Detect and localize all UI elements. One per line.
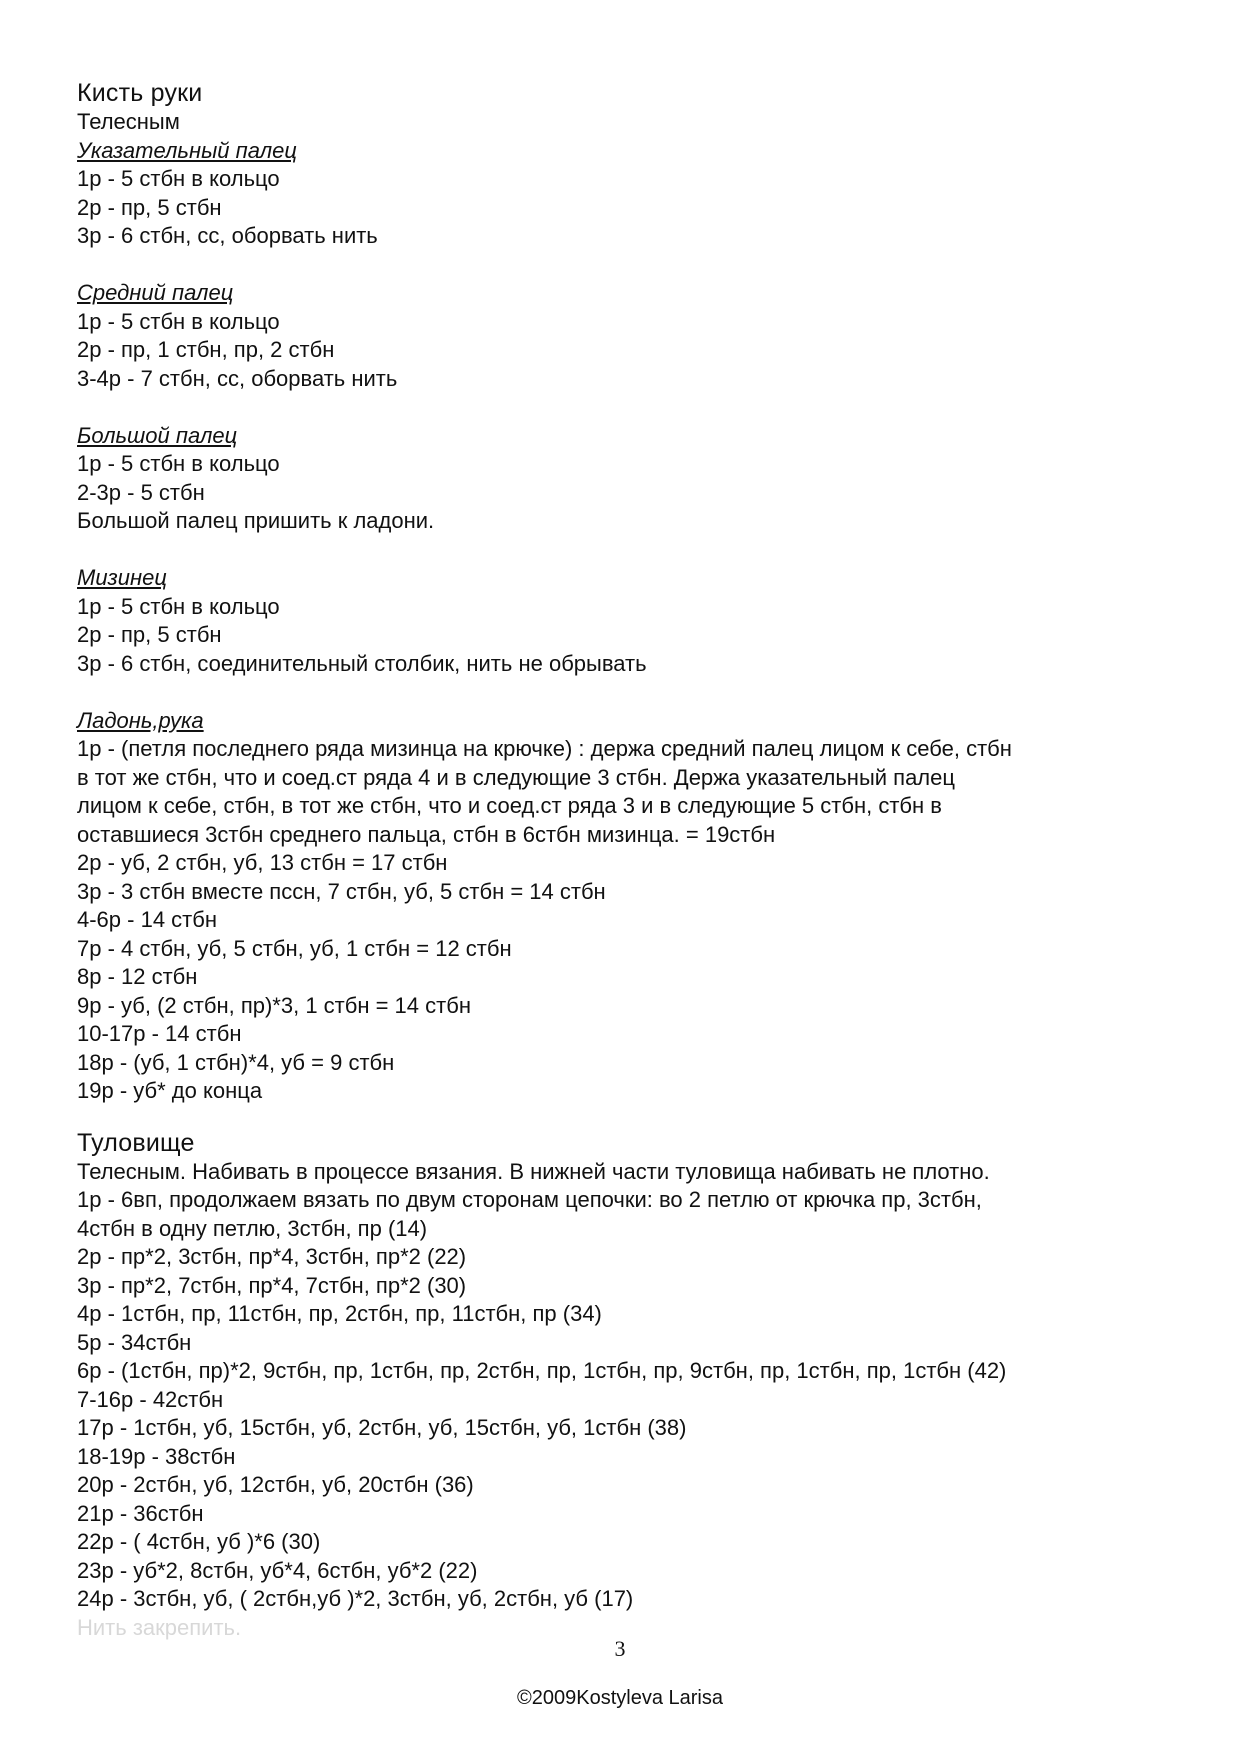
torso-row: 21р - 36стбн bbox=[77, 1500, 204, 1526]
torso-row: 2р - пр*2, 3стбн, пр*4, 3стбн, пр*2 (22) bbox=[77, 1244, 467, 1269]
palm-row: лицом к себе, стбн, в тот же стбн, что и соед.ст ряда 3 и в следующие 5 стбн, стбн в bbox=[77, 793, 942, 818]
torso-row: 23р - уб*2, 8стбн, уб*4, 6стбн, уб*2 (22) bbox=[77, 1557, 478, 1583]
index-finger-row: 1р - 5 стбн в кольцо bbox=[77, 166, 280, 191]
torso-faded-line: Нить закрепить. bbox=[77, 1614, 242, 1640]
pinky-heading: Мизинец bbox=[77, 565, 167, 590]
spacer bbox=[77, 536, 1187, 565]
pinky-row: 3р - 6 стбн, соединительный столбик, нить не обрывать bbox=[77, 650, 647, 676]
pinky-row: 2р - пр, 5 стбн bbox=[77, 622, 222, 647]
palm-row: 18р - (уб, 1 стбн)*4, уб = 9 стбн bbox=[77, 1049, 395, 1075]
spacer bbox=[77, 1106, 1187, 1128]
torso-row: 7-16р - 42стбн bbox=[77, 1386, 224, 1412]
torso-row: 6р - (1стбн, пр)*2, 9стбн, пр, 1стбн, пр, 2стбн, пр, 1стбн, пр, 9стбн, пр, 1стбн, пр, 1стбн (42) bbox=[77, 1358, 1007, 1383]
thumb-row: 2-3р - 5 стбн bbox=[77, 479, 205, 505]
middle-finger-heading: Средний палец bbox=[77, 280, 234, 305]
torso-row: 3р - пр*2, 7стбн, пр*4, 7стбн, пр*2 (30) bbox=[77, 1272, 467, 1298]
torso-row: 5р - 34стбн bbox=[77, 1329, 192, 1355]
palm-row: 9р - уб, (2 стбн, пр)*3, 1 стбн = 14 стбн bbox=[77, 992, 471, 1018]
thumb-heading: Большой палец bbox=[77, 422, 238, 448]
torso-row: 20р - 2стбн, уб, 12стбн, уб, 20стбн (36) bbox=[77, 1472, 474, 1497]
page-number: 3 bbox=[614, 1636, 626, 1661]
thumb-row: Большой палец пришить к ладони. bbox=[77, 508, 435, 533]
palm-row: 8р - 12 стбн bbox=[77, 964, 198, 989]
hand-section-title: Кисть руки bbox=[77, 79, 203, 107]
palm-row: 4-6р - 14 стбн bbox=[77, 907, 217, 932]
spacer bbox=[77, 393, 1187, 422]
torso-row: 22р - ( 4стбн, уб )*6 (30) bbox=[77, 1529, 321, 1554]
torso-row: Телесным. Набивать в процессе вязания. В нижней части туловища набивать не плотно. bbox=[77, 1158, 990, 1184]
torso-row: 18-19р - 38стбн bbox=[77, 1443, 236, 1469]
middle-finger-row: 2р - пр, 1 стбн, пр, 2 стбн bbox=[77, 337, 335, 362]
pinky-row: 1р - 5 стбн в кольцо bbox=[77, 593, 280, 619]
torso-row: 4р - 1стбн, пр, 11стбн, пр, 2стбн, пр, 11стбн, пр (34) bbox=[77, 1301, 602, 1326]
copyright-footer: ©2009Kostyleva Larisa bbox=[517, 1687, 723, 1709]
index-finger-row: 2р - пр, 5 стбн bbox=[77, 194, 222, 220]
palm-row: 3р - 3 стбн вместе пссн, 7 стбн, уб, 5 стбн = 14 стбн bbox=[77, 878, 606, 904]
palm-row: оставшиеся 3стбн среднего пальца, стбн в 6стбн мизинца. = 19стбн bbox=[77, 821, 776, 847]
palm-row: 10-17р - 14 стбн bbox=[77, 1021, 242, 1046]
thumb-row: 1р - 5 стбн в кольцо bbox=[77, 451, 280, 476]
torso-row: 1р - 6вп, продолжаем вязать по двум сторонам цепочки: во 2 петлю от крючка пр, 3стбн, bbox=[77, 1187, 982, 1212]
hand-color-note: Телесным bbox=[77, 109, 180, 134]
torso-row: 4стбн в одну петлю, 3стбн, пр (14) bbox=[77, 1215, 428, 1241]
palm-row: 2р - уб, 2 стбн, уб, 13 стбн = 17 стбн bbox=[77, 850, 448, 875]
torso-row: 17р - 1стбн, уб, 15стбн, уб, 2стбн, уб, 15стбн, уб, 1стбн (38) bbox=[77, 1415, 687, 1440]
spacer bbox=[77, 678, 1187, 707]
torso-section-title: Туловище bbox=[77, 1128, 195, 1157]
page-content bbox=[77, 78, 1187, 1642]
torso-row: 24р - 3стбн, уб, ( 2стбн,уб )*2, 3стбн, уб, 2стбн, уб (17) bbox=[77, 1586, 634, 1611]
index-finger-heading: Указательный палец bbox=[77, 137, 297, 163]
palm-heading: Ладонь,рука bbox=[77, 707, 204, 733]
palm-row: 7р - 4 стбн, уб, 5 стбн, уб, 1 стбн = 12 стбн bbox=[77, 935, 512, 961]
spacer bbox=[77, 251, 1187, 280]
palm-row: 1р - (петля последнего ряда мизинца на крючке) : держа средний палец лицом к себе, стбн bbox=[77, 736, 1012, 761]
palm-row: 19р - уб* до конца bbox=[77, 1078, 263, 1103]
index-finger-row: 3р - 6 стбн, сс, оборвать нить bbox=[77, 223, 378, 248]
palm-row: в тот же стбн, что и соед.ст ряда 4 и в следующие 3 стбн. Держа указательный палец bbox=[77, 764, 955, 790]
middle-finger-row: 1р - 5 стбн в кольцо bbox=[77, 308, 280, 334]
middle-finger-row: 3-4р - 7 стбн, сс, оборвать нить bbox=[77, 365, 398, 391]
